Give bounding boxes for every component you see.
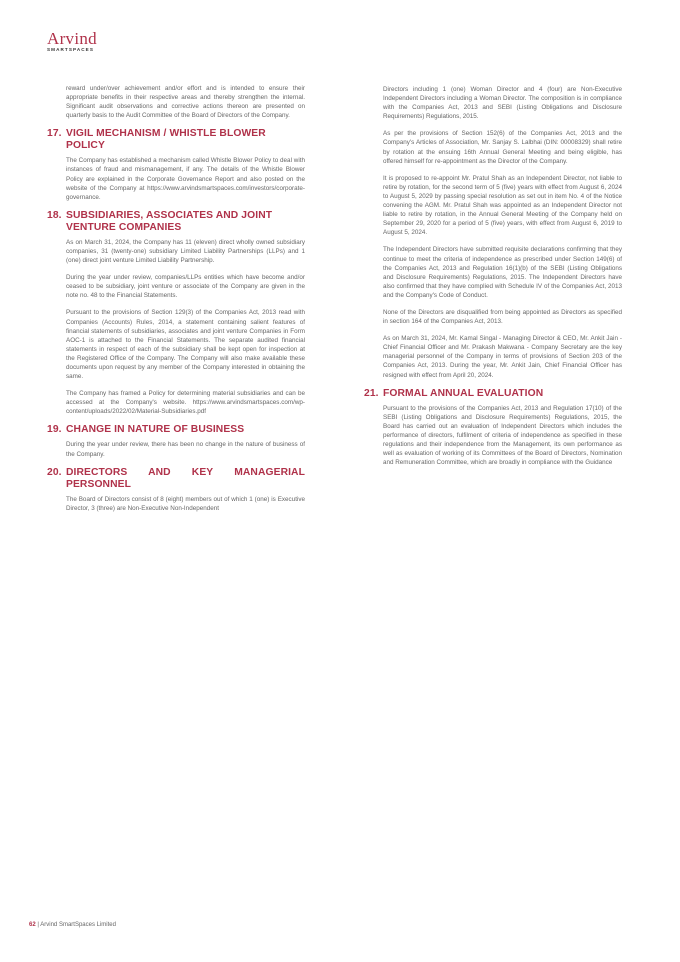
footer-company: Arvind SmartSpaces Limited xyxy=(40,922,116,928)
company-logo xyxy=(47,30,97,53)
section-number: 20. xyxy=(47,466,62,478)
section-number: 21. xyxy=(364,387,379,399)
paragraph: During the year under review, there has been no change in the nature of business of the Company. xyxy=(66,441,305,458)
paragraph: As per the provisions of Section 152(6) of the Companies Act, 2013 and the Company's Articles of Association, Mr. Sanjay S. Lalbhai (DIN: 00008329) shall retire by rotation at the ensuing 16th Annual General Meeting and being eligible, has offered himself for re-appointment as the Director of the Company. xyxy=(383,130,622,165)
page-footer xyxy=(29,922,116,928)
section-title: SUBSIDIARIES, ASSOCIATES AND JOINT VENTURE COMPANIES xyxy=(66,209,273,233)
section-heading-19 xyxy=(47,424,305,436)
paragraph: As on March 31, 2024, Mr. Kamal Singal - Managing Director & CEO, Mr. Ankit Jain - Chief Financial Officer and Mr. Prakash Makwana - Company Secretary are the key managerial personnel of the Company in terms of provisions of Section 203 of the Companies Act, 2013. During the year, Mr. Ankit Jain, Chief Financial Officer has resigned with effect from April 20, 2024. xyxy=(383,335,622,379)
paragraph: The Company has framed a Policy for determining material subsidiaries and can be accessed at the Company's website. https://www.arvindsmartspaces.com/wp-content/uploads/2022/02/Material-Subsidiaries.pdf xyxy=(66,390,305,416)
paragraph: As on March 31, 2024, the Company has 11 (eleven) direct wholly owned subsidiary companies, 31 (twenty-one) subsidiary Limited Liability Partnerships (LLPs) and 1 (one) direct joint venture Limited Liability Partnership. xyxy=(66,238,305,265)
right-column xyxy=(364,85,622,475)
section-title: VIGIL MECHANISM / WHISTLE BLOWER POLICY xyxy=(66,128,266,152)
section-number: 17. xyxy=(47,128,62,140)
paragraph: During the year under review, companies/LLPs entities which have become and/or ceased to be subsidiary, joint venture or associate of the Company are given in the note no. 48 to the Financial Statements. xyxy=(66,274,305,300)
section-number: 18. xyxy=(47,209,62,221)
section-heading-21 xyxy=(364,388,622,400)
section-title: CHANGE IN NATURE OF BUSINESS xyxy=(66,424,245,436)
paragraph: It is proposed to re-appoint Mr. Pratul Shah as an Independent Director, not liable to retire by rotation, for the second term of 5 (five) years with effect from August 6, 2024 to August 5, 2029 by passing special resolution as set out in item No. 4 of the Notice convening the AGM. Mr. Pratul Shah was appointed as an Independent Director not liable to retire by rotation, in the Annual General Meeting of the Company held on September 29, 2020 for a period of 5 (five) years, with effect from August 6, 2019 to August 5, 2024. xyxy=(383,174,622,237)
paragraph: Directors including 1 (one) Woman Director and 4 (four) are Non-Executive Independent Directors including a Woman Director. The composition is in compliance with the Companies Act, 2013 and SEBI (Listing Obligations and Disclosure Requirements) Regulations, 2015. xyxy=(383,86,622,121)
section-title: FORMAL ANNUAL EVALUATION xyxy=(383,387,544,399)
page-number: 62 xyxy=(29,922,36,928)
left-column xyxy=(47,84,305,521)
section-heading-17 xyxy=(47,128,305,152)
logo-wordmark: Arvind xyxy=(47,29,97,48)
paragraph: The Company has established a mechanism called Whistle Blower Policy to deal with instances of fraud and mismanagement, if any. The details of the Whistle Blower Policy are explained in the Corporate Governance Report and also posted on the website of the Company at https://www.arvindsmartspaces.com/investors/corporate-governance. xyxy=(66,157,305,201)
paragraph: The Board of Directors consist of 8 (eight) members out of which 1 (one) is Executive Director, 3 (three) are Non-Executive Non-Independent xyxy=(66,495,305,512)
section-heading-20 xyxy=(47,467,305,491)
paragraph: None of the Directors are disqualified from being appointed as Directors as specified in section 164 of the Companies Act, 2013. xyxy=(383,308,622,326)
paragraph: Pursuant to the provisions of the Companies Act, 2013 and Regulation 17(10) of the SEBI (Listing Obligations and Disclosure Requirements) Regulations, 2015, the Board has carried out an evaluation of Independent Directors which includes the performance of directors, fulfilment of criteria of independence as specified in these regulations and their independence from the Management, its own performance as well as evaluation of working of its Committees of the Board of Directors, Nomination and Remuneration Committee, which are broadly in compliance with the Guidance xyxy=(383,404,622,467)
section-title: DIRECTORS AND KEY MANAGERIAL PERSONNEL xyxy=(66,466,305,490)
paragraph: Pursuant to the provisions of Section 129(3) of the Companies Act, 2013 read with Companies (Accounts) Rules, 2014, a statement containing salient features of financial statements of subsidiaries, associates and joint venture Companies in Form AOC-1 is attached to the Financial Statements. The separate audited financial statements in respect of each of the subsidiary shall be kept open for inspection at the Registered Office of the Company. The Company will also make available these documents upon request by any member of the Company interested in obtaining the same. xyxy=(66,309,305,381)
paragraph: The Independent Directors have submitted requisite declarations confirming that they continue to meet the criteria of independence as prescribed under Section 149(6) of the Companies Act, 2013 and Regulation 16(1)(b) of the SEBI (Listing Obligations and Disclosure Requirements) Regulations, 2015. The Independent Directors have also confirmed that they have complied with Schedule IV of the Companies Act, 2013 and the Company's Code of Conduct. xyxy=(383,246,622,299)
paragraph: reward under/over achievement and/or effort and is intended to ensure their appropriate benefits in their respective areas and thereby strengthen the internal. Significant audit observations and corrective actions thereon are presented on quarterly basis to the Audit Committee of the Board of Directors of the Company. xyxy=(66,85,305,120)
section-heading-18 xyxy=(47,210,305,234)
footer-separator: | xyxy=(37,922,39,928)
section-number: 19. xyxy=(47,424,62,436)
logo-subtitle: SMARTSPACES xyxy=(47,47,94,52)
